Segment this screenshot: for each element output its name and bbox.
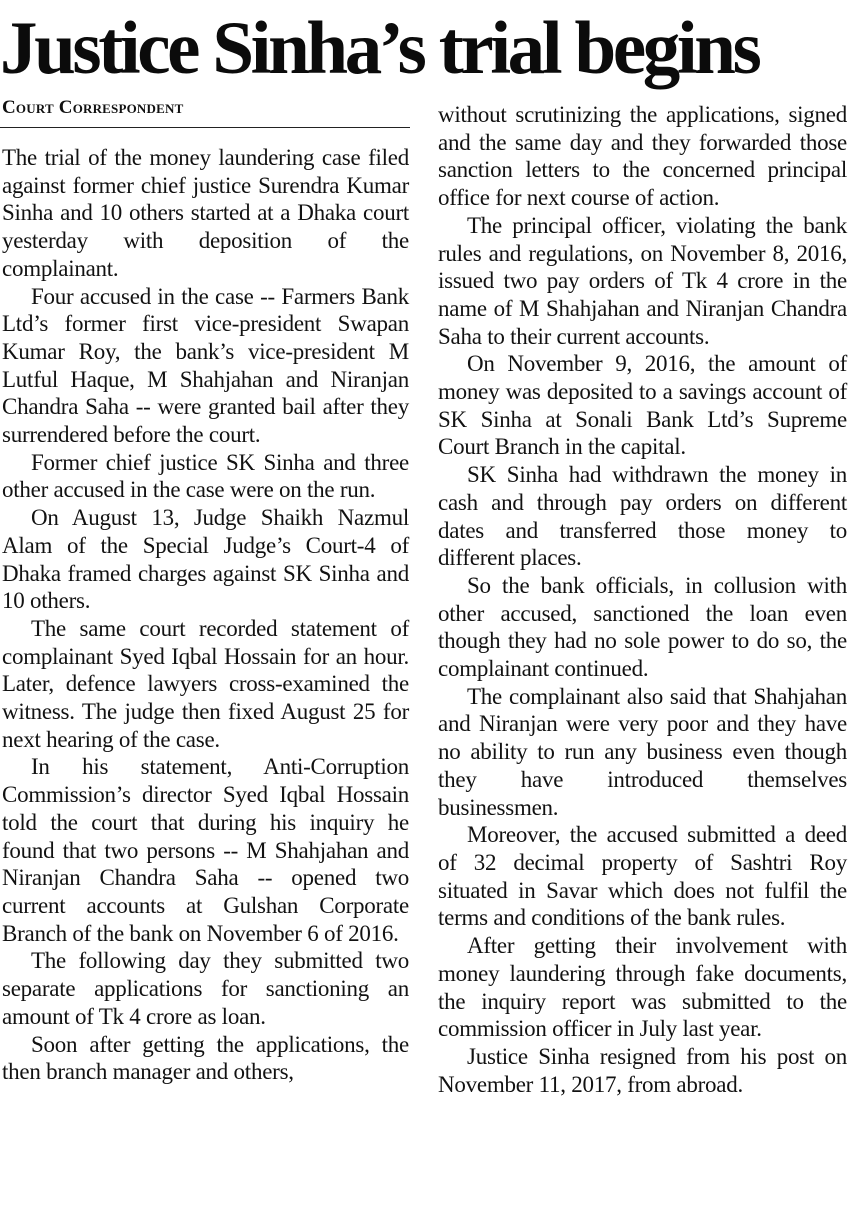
paragraph: The complainant also said that Shahjahan and Niranjan were very poor and they have no ability to run any business even though they have introduced themselves businessmen.: [438, 683, 847, 820]
paragraph: Soon after getting the applications, the then branch manager and others,: [2, 1031, 409, 1085]
paragraph: without scrutinizing the applications, signed and the same day and they forwarded those sanction letters to the concerned principal office for next course of action.: [438, 102, 847, 211]
headline: Justice Sinha’s trial begins: [0, 7, 759, 90]
paragraph: Moreover, the accused submitted a deed of 32 decimal property of Sashtri Roy situated in Savar which does not fulfil the terms and conditions of the bank rules.: [438, 822, 847, 931]
byline: Court Correspondent: [2, 97, 184, 118]
paragraph: Former chief justice SK Sinha and three other accused in the case were on the run.: [2, 449, 409, 503]
article-column-left: [2, 144, 409, 1086]
paragraph: The same court recorded statement of complainant Syed Iqbal Hossain for an hour. Later, defence lawyers cross-examined the witness. The judge then fixed August 25 for next hearing of the case.: [2, 615, 409, 752]
paragraph: On November 9, 2016, the amount of money was deposited to a savings account of SK Sinha at Sonali Bank Ltd’s Supreme Court Branch in the capital.: [438, 351, 847, 460]
paragraph: Justice Sinha resigned from his post on November 11, 2017, from abroad.: [438, 1043, 847, 1097]
paragraph: In his statement, Anti-Corruption Commission’s director Syed Iqbal Hossain told the court that during his inquiry he found that two persons -- M Shahjahan and Niranjan Chandra Saha -- opened two current accounts at Gulshan Corporate Branch of the bank on November 6 of 2016.: [2, 754, 409, 946]
paragraph: So the bank officials, in collusion with other accused, sanctioned the loan even though they had no sole power to do so, the complainant continued.: [438, 572, 847, 682]
article-column-right: [438, 101, 847, 1098]
paragraph: SK Sinha had withdrawn the money in cash and through pay orders on different dates and transferred those money to different places.: [438, 462, 847, 571]
paragraph: The following day they submitted two separate applications for sanctioning an amount of Tk 4 crore as loan.: [2, 948, 409, 1029]
paragraph: The principal officer, violating the bank rules and regulations, on November 8, 2016, issued two pay orders of Tk 4 crore in the name of M Shahjahan and Niranjan Chandra Saha to their current accounts.: [438, 212, 847, 349]
paragraph: Four accused in the case -- Farmers Bank Ltd’s former first vice-president Swapan Kumar Roy, the bank’s vice-president M Lutful Haque, M Shahjahan and Niranjan Chandra Saha -- were granted bail after they surrendered before the court.: [2, 283, 409, 448]
paragraph: After getting their involvement with money laundering through fake documents, the inquiry report was submitted to the commission officer in July last year.: [438, 933, 847, 1042]
paragraph: The trial of the money laundering case filed against former chief justice Surendra Kumar Sinha and 10 others started at a Dhaka court yesterday with deposition of the complainant.: [2, 145, 409, 281]
byline-divider: [0, 127, 410, 128]
paragraph: On August 13, Judge Shaikh Nazmul Alam of the Special Judge’s Court-4 of Dhaka framed charges against SK Sinha and 10 others.: [2, 505, 409, 614]
